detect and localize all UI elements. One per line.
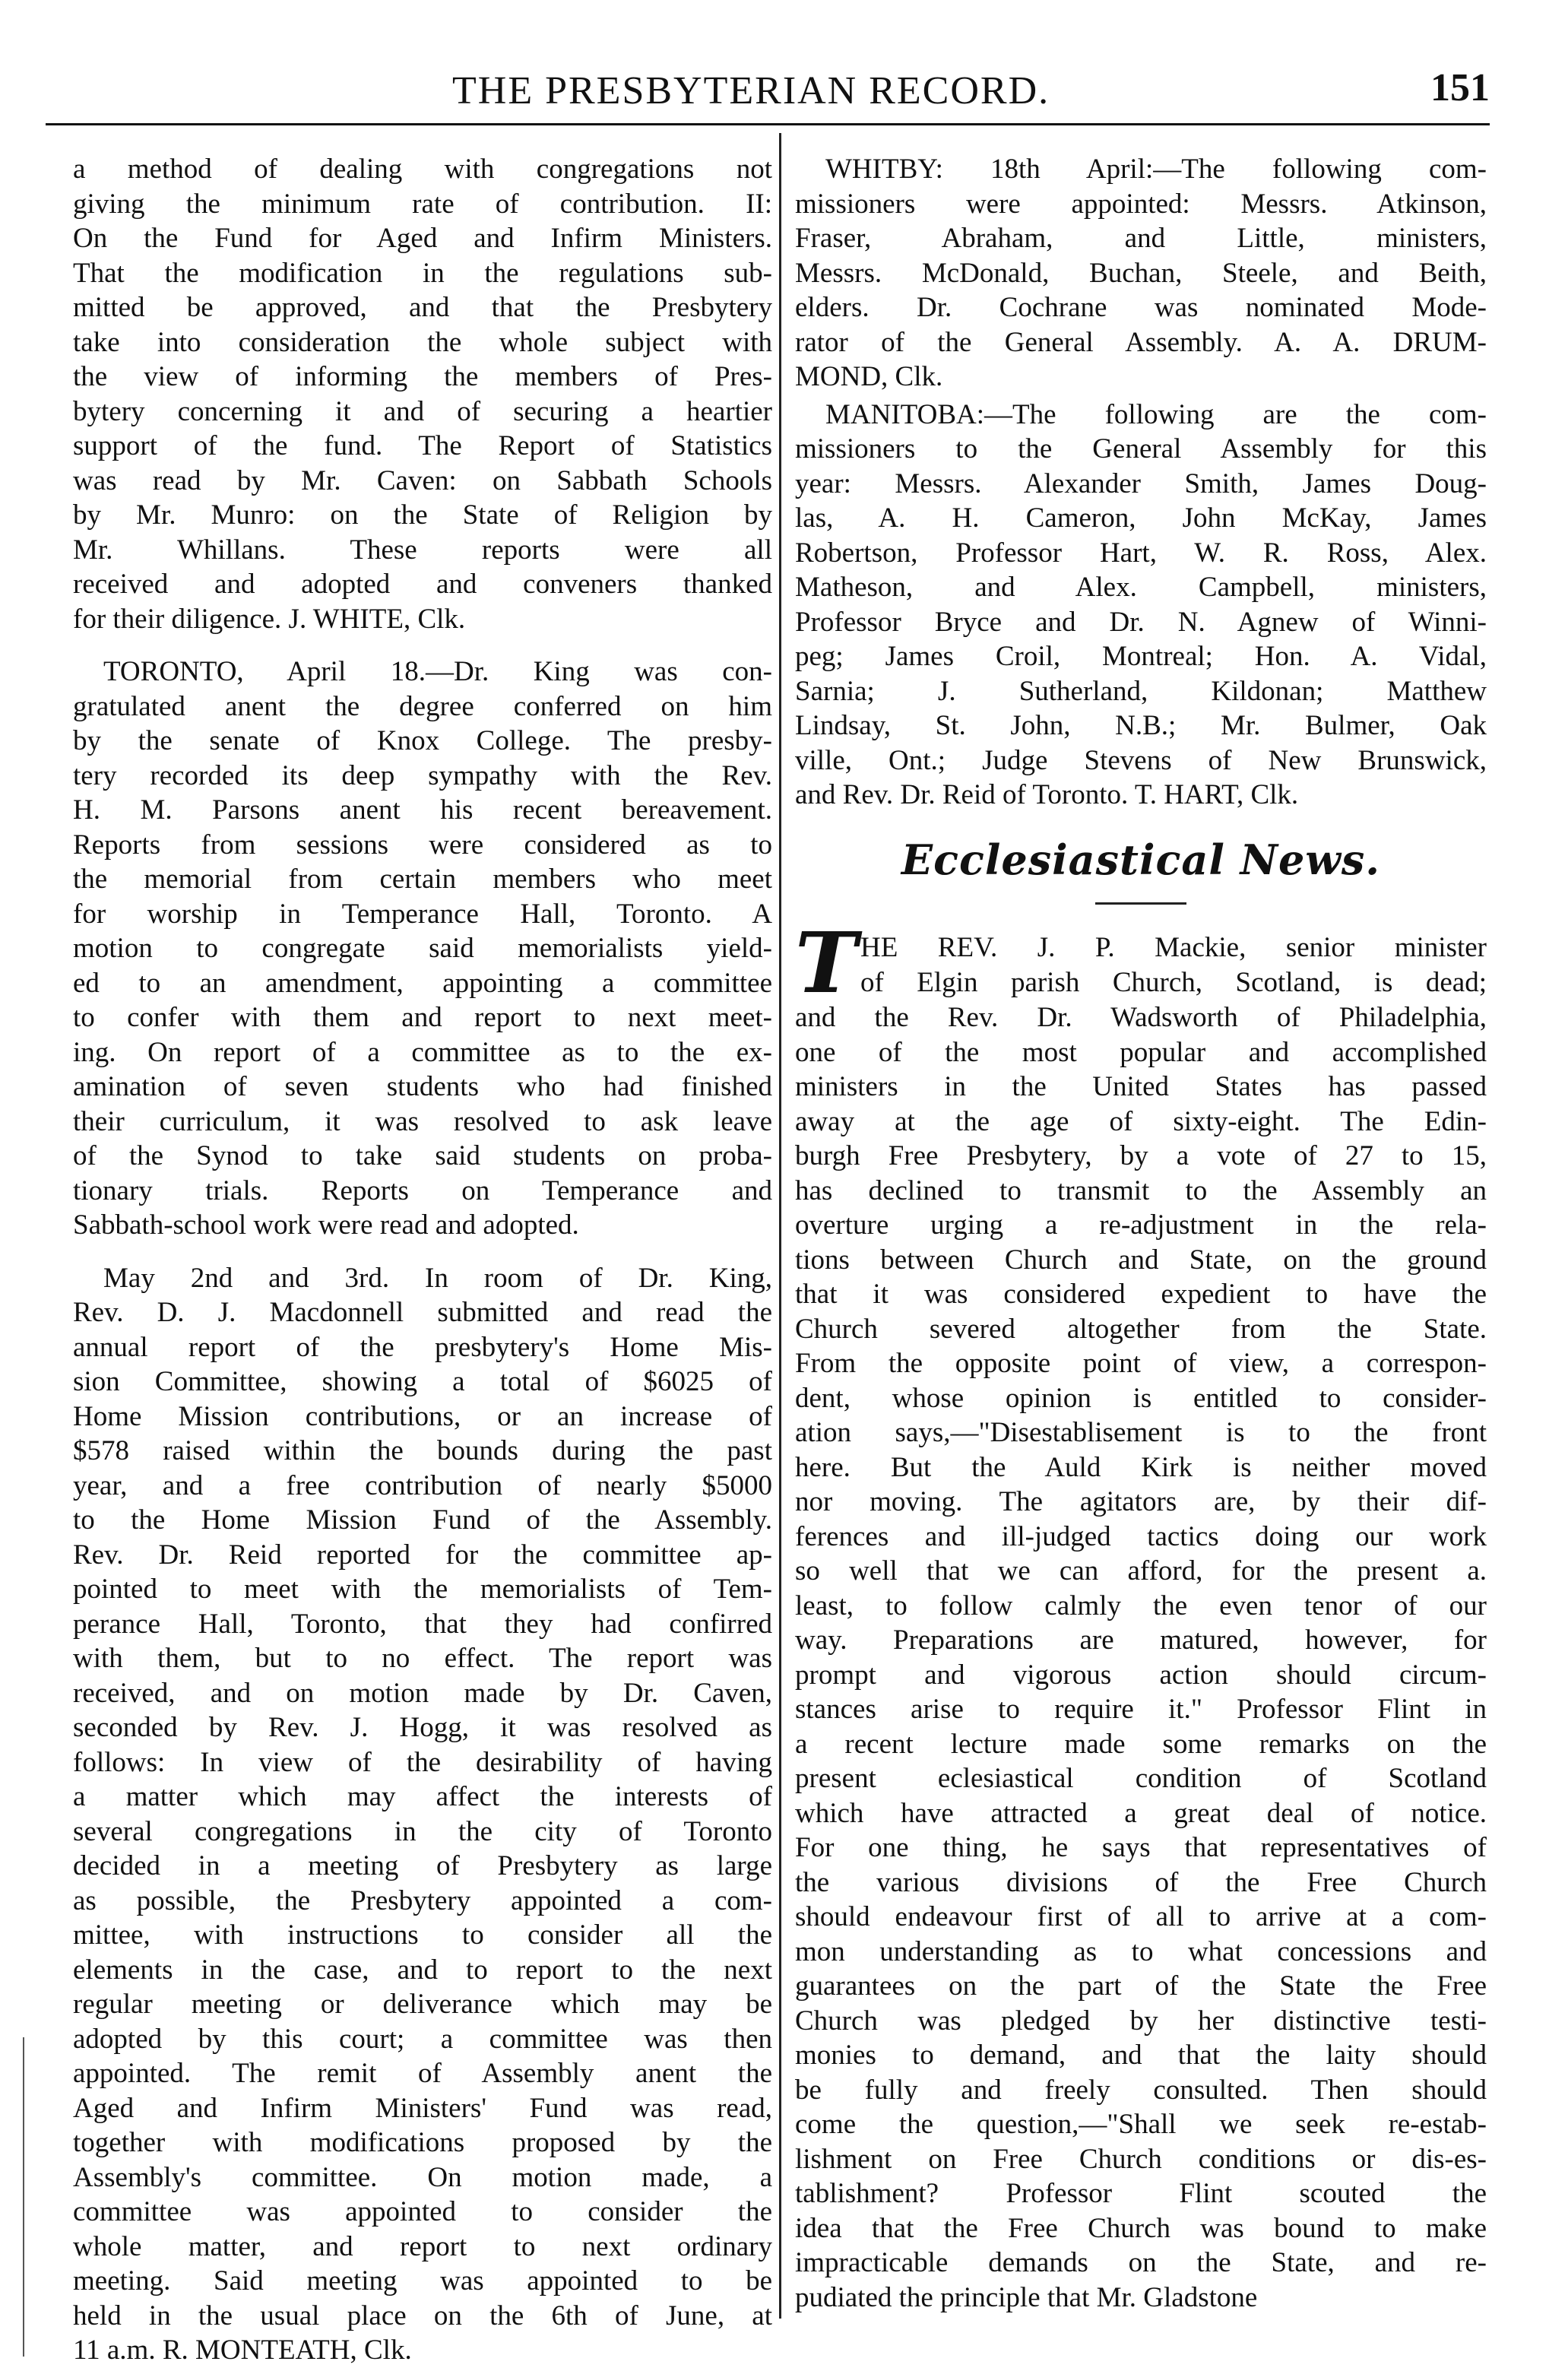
text-line: sion Committee, showing a total of $6025 of [73,1366,772,1397]
text-line: HE REV. J. P. Mackie, senior minister [860,932,1487,963]
text-line: Aged and Infirm Ministers' Fund was read, [73,2092,772,2124]
text-line: Rev. D. J. Macdonnell submitted and read the [73,1297,772,1328]
column-divider [779,133,781,2319]
text-line: tery recorded its deep sympathy with the Rev. [73,759,772,791]
text-line: pointed to meet with the memorialists of Tem- [73,1574,772,1605]
text-line: support of the fund. The Report of Statistics [73,430,772,461]
text-line: be fully and freely consulted. Then should [795,2074,1487,2106]
news-body [795,1000,1487,2315]
text-line: the view of informing the members of Pres- [73,361,772,392]
text-line: meeting. Said meeting was appointed to be [73,2265,772,2297]
text-line: $578 raised within the bounds during the past [73,1435,772,1466]
text-line: Robertson, Professor Hart, W. R. Ross, Alex. [795,537,1487,569]
text-line: with them, but to no effect. The report was [73,1643,772,1674]
text-line: seconded by Rev. J. Hogg, it was resolved as [73,1712,772,1743]
text-line: by Mr. Munro: on the State of Religion by [73,499,772,531]
news-paragraph [795,914,1487,2315]
text-line: take into consideration the whole subject with [73,326,772,358]
left-column [73,152,772,2368]
text-line: ferences and ill-judged tactics doing our work [795,1520,1487,1552]
text-line: and the Rev. Dr. Wadsworth of Philadelphia, [795,1002,1487,1033]
text-line: follows: In view of the desirability of having [73,1746,772,1778]
text-line: their curriculum, it was resolved to ask leave [73,1105,772,1137]
text-line: overture urging a re-adjustment in the rela- [795,1209,1487,1241]
text-line: idea that the Free Church was bound to make [795,2212,1487,2244]
text-line: elements in the case, and to report to the next [73,1954,772,1986]
text-line: elders. Dr. Cochrane was nominated Mode- [795,292,1487,323]
text-line: On the Fund for Aged and Infirm Ministers. [73,223,772,254]
page-number: 151 [1430,66,1490,109]
running-title: THE PRESBYTERIAN RECORD. [452,69,1050,113]
text-line: That the modification in the regulations sub- [73,257,772,289]
text-line: From the opposite point of view, a correspon- [795,1348,1487,1379]
text-line: a method of dealing with congregations not [73,154,772,185]
paragraph [795,152,1487,395]
text-line: giving the minimum rate of contribution. II: [73,188,772,220]
text-line: was read by Mr. Caven: on Sabbath Schools [73,464,772,496]
text-line: missioners were appointed: Messrs. Atkinson, [795,188,1487,220]
paragraph-gap [73,636,772,655]
paragraph [73,655,772,1243]
text-line: the various divisions of the Free Church [795,1866,1487,1898]
text-line: H. M. Parsons anent his recent bereavement. [73,794,772,826]
text-line: way. Preparations are matured, however, for [795,1625,1487,1656]
right-column [795,152,1487,2315]
text-line: Reports from sessions were considered as to [73,829,772,861]
text-line: should endeavour first of all to arrive at a com- [795,1901,1487,1932]
text-line: Professor Bryce and Dr. N. Agnew of Winni- [795,606,1487,638]
text-line: the memorial from certain members who meet [73,864,772,895]
text-line: together with modifications proposed by the [73,2127,772,2158]
text-line: 11 a.m. R. MONTEATH, Clk. [73,2335,412,2366]
text-line: lishment on Free Church conditions or dis-es- [795,2143,1487,2175]
text-line: received, and on motion made by Dr. Caven, [73,1677,772,1709]
text-line: least, to follow calmly the even tenor of our [795,1590,1487,1621]
section-heading-wrap [795,835,1487,905]
text-line: gratulated anent the degree conferred on him [73,690,772,722]
text-line: monies to demand, and that the laity should [795,2040,1487,2071]
margin-mark [23,2037,24,2357]
text-line: mon understanding as to what concessions and [795,1935,1487,1967]
text-line: for their diligence. J. WHITE, Clk. [73,603,466,635]
text-line: dent, whose opinion is entitled to consider- [795,1382,1487,1414]
text-line: received and adopted and conveners thanked [73,569,772,600]
text-line: Home Mission contributions, or an increase of [73,1400,772,1432]
text-line: Fraser, Abraham, and Little, ministers, [795,223,1487,254]
text-line: MOND, Clk. [795,361,943,392]
text-line: mittee, with instructions to consider all the [73,1919,772,1951]
text-line: Lindsay, St. John, N.B.; Mr. Bulmer, Oak [795,710,1487,741]
text-line: motion to congregate said memorialists yield- [73,933,772,964]
paragraph [795,398,1487,813]
text-line: appointed. The remit of Assembly anent the [73,2058,772,2089]
page-header [46,62,1490,125]
text-line: present eclesiastical condition of Scotland [795,1763,1487,1794]
text-line: tions between Church and State, on the ground [795,1244,1487,1276]
text-line: amination of seven students who had finished [73,1071,772,1102]
text-line: ministers in the United States has passed [795,1071,1487,1102]
text-line: here. But the Auld Kirk is neither moved [795,1451,1487,1483]
text-line: perance Hall, Toronto, that they had confirred [73,1608,772,1640]
text-line: year, and a free contribution of nearly $5000 [73,1469,772,1501]
text-line: burgh Free Presbytery, by a vote of 27 to 15, [795,1140,1487,1171]
text-line: For one thing, he says that representatives of [795,1832,1487,1863]
text-line: TORONTO, April 18.—Dr. King was con- [103,656,772,687]
text-line: peg; James Croil, Montreal; Hon. A. Vidal, [795,641,1487,672]
text-line: to confer with them and report to next meet- [73,1002,772,1033]
text-line: a matter which may affect the interests of [73,1781,772,1812]
text-line: year: Messrs. Alexander Smith, James Doug- [795,468,1487,499]
text-line: several congregations in the city of Toronto [73,1815,772,1847]
news-first-lines [795,914,1487,1012]
text-line: whole matter, and report to next ordinary [73,2230,772,2262]
text-line: of Elgin parish Church, Scotland, is dead; [860,966,1487,998]
text-line: has declined to transmit to the Assembly an [795,1174,1487,1206]
text-line: Rev. Dr. Reid reported for the committee ap- [73,1539,772,1571]
section-heading: Ecclesiastical News. [901,835,1381,884]
text-line: committee was appointed to consider the [73,2196,772,2227]
text-line: MANITOBA:—The following are the com- [825,398,1487,430]
text-line: ville, Ont.; Judge Stevens of New Brunswick, [795,744,1487,776]
heading-rule [1095,902,1186,905]
text-line: Matheson, and Alex. Campbell, ministers, [795,572,1487,603]
text-line: rator of the General Assembly. A. A. DRUM- [795,326,1487,358]
text-line: come the question,—"Shall we seek re-estab- [795,2109,1487,2140]
text-line: by the senate of Knox College. The presby- [73,725,772,756]
paragraph [73,1261,772,2368]
text-line: Sabbath-school work were read and adopted. [73,1209,579,1241]
text-line: bytery concerning it and of securing a heartier [73,395,772,427]
text-line: as possible, the Presbytery appointed a com- [73,1884,772,1916]
drop-cap: T [795,914,857,1012]
text-line: tablishment? Professor Flint scouted the [795,2178,1487,2209]
text-line: Mr. Whillans. These reports were all [73,534,772,566]
text-line: Sarnia; J. Sutherland, Kildonan; Matthew [795,675,1487,707]
text-line: which have attracted a great deal of notice. [795,1797,1487,1829]
paragraph [73,152,772,636]
text-line: decided in a meeting of Presbytery as large [73,1850,772,1881]
text-line: regular meeting or deliverance which may be [73,1989,772,2020]
text-line: Church was pledged by her distinctive testi- [795,2005,1487,2037]
text-line: ed to an amendment, appointing a committee [73,967,772,999]
text-line: so well that we can afford, for the present a. [795,1555,1487,1586]
text-line: one of the most popular and accomplished [795,1036,1487,1068]
text-line: WHITBY: 18th April:—The following com- [825,154,1487,185]
text-line: guarantees on the part of the State the Free [795,1970,1487,2002]
text-line: for worship in Temperance Hall, Toronto. A [73,898,772,930]
text-line: Church severed altogether from the State. [795,1313,1487,1345]
text-line: May 2nd and 3rd. In room of Dr. King, [103,1262,772,1294]
text-line: Messrs. McDonald, Buchan, Steele, and Beith, [795,257,1487,289]
text-line: adopted by this court; a committee was then [73,2023,772,2055]
text-line: that it was considered expedient to have the [795,1279,1487,1310]
text-line: Assembly's committee. On motion made, a [73,2161,772,2193]
text-line: impracticable demands on the State, and re- [795,2247,1487,2278]
text-line: mitted be approved, and that the Presbytery [73,292,772,323]
text-line: prompt and vigorous action should circum- [795,1659,1487,1691]
text-line: ation says,—"Disestablisement is to the front [795,1417,1487,1448]
right-column-reports [795,152,1487,813]
text-line: missioners to the General Assembly for this [795,433,1487,464]
text-line: pudiated the principle that Mr. Gladstone [795,2281,1258,2313]
text-line: stances arise to require it." Professor Flint in [795,1694,1487,1725]
text-line: las, A. H. Cameron, John McKay, James [795,502,1487,534]
text-line: tionary trials. Reports on Temperance and [73,1174,772,1206]
text-line: ing. On report of a committee as to the ex- [73,1036,772,1068]
paragraph-gap [73,1243,772,1261]
text-line: a recent lecture made some remarks on the [795,1728,1487,1760]
text-line: nor moving. The agitators are, by their dif- [795,1486,1487,1517]
text-line: away at the age of sixty-eight. The Edin- [795,1105,1487,1137]
text-line: annual report of the presbytery's Home Mis- [73,1331,772,1363]
text-line: of the Synod to take said students on proba- [73,1140,772,1171]
text-line: held in the usual place on the 6th of June, at [73,2300,772,2331]
text-line: to the Home Mission Fund of the Assembly. [73,1504,772,1536]
text-line: and Rev. Dr. Reid of Toronto. T. HART, Clk. [795,779,1299,810]
